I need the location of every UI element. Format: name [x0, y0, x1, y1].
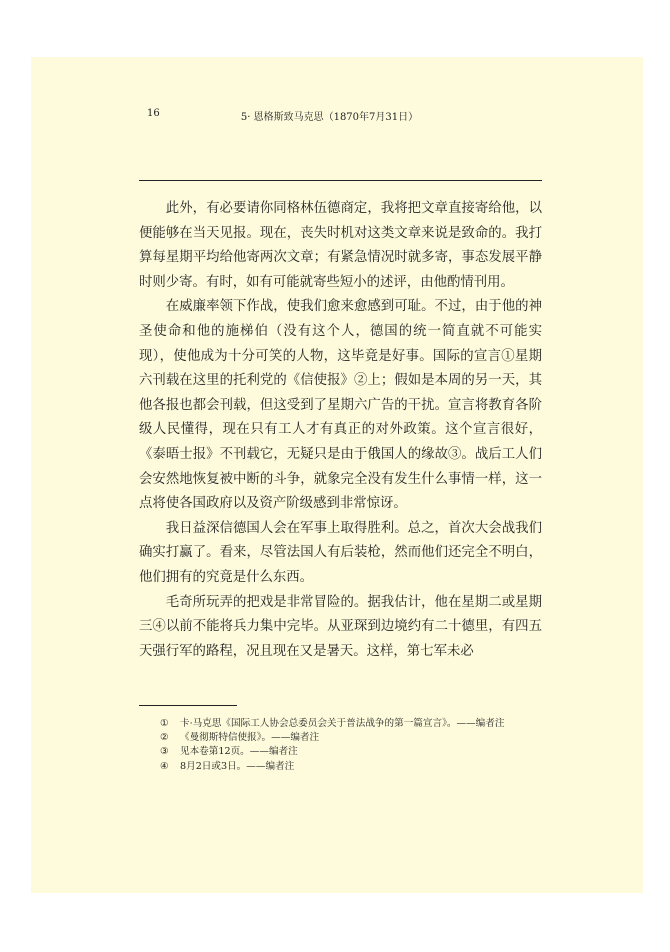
footnote: [160, 745, 542, 759]
footnote: [160, 717, 542, 731]
footnote-marker: ②: [160, 732, 169, 744]
footnote-text: 《曼彻斯特信使报》。——编者注: [180, 732, 320, 744]
footnote-text: 8月2日或3日。——编者注: [180, 760, 295, 772]
body-text: [139, 197, 542, 664]
paragraph: 毛奇所玩弄的把戏是非常冒险的。据我估计，他在星期二或星期三④以前不能将兵力集中完毕。从亚琛到边境约有二十德里，有四五天强行军的路程，况且现在又是暑天。这样，第七军未必: [139, 594, 542, 659]
footnote-marker: ③: [160, 746, 169, 758]
paragraph: 在威廉率领下作战，使我们愈来愈感到可耻。不过，由于他的神圣使命和他的施梯伯（没有这个人，德国的统一简直就不可能实现），使他成为十分可笑的人物，这毕竟是好事。国际的宣言①星期六刊载在这里的托利党的《信使报》②上；假如是本周的另一天，其他各报也都会刊载，但这受到了星期六广告的干扰。宣言将教育各阶级人民懂得，现在只有工人才有真正的对外政策。这个宣言很好，《泰晤士报》不刊载它，无疑只是由于俄国人的缘故③。战后工人们会安然地恢复被中断的斗争，就象完全没有发生什么事情一样，这一点将使各国政府以及资产阶级感到非常惊讶。: [139, 299, 542, 512]
footnote-text: 见本卷第12页。——编者注: [180, 746, 298, 758]
paragraph: 我日益深信德国人会在军事上取得胜利。总之，首次大会战我们确实打赢了。看来，尽管法国人有后装枪，然而他们还完全不明白，他们拥有的究竟是什么东西。: [139, 520, 542, 585]
running-header: [117, 104, 542, 124]
footnotes: [160, 717, 542, 774]
footnote-marker: ①: [160, 718, 169, 729]
header-rule: [139, 180, 542, 181]
footnote-text: 卡·马克思《国际工人协会总委员会关于普法战争的第一篇宣言》。——编者注: [180, 718, 505, 729]
footnote-rule: [139, 705, 237, 706]
footnote: [160, 760, 542, 774]
page-number: 16: [147, 108, 160, 119]
footnote-marker: ④: [160, 760, 169, 772]
running-title: 5· 恩格斯致马克思（1870年7月31日）: [240, 112, 419, 123]
paragraph: 此外，有必要请你同格林伍德商定，我将把文章直接寄给他，以便能够在当天见报。现在，丧失时机对这类文章来说是致命的。我打算每星期平均给他寄两次文章；有紧急情况时就多寄，事态发展平静时则少寄。有时，如有可能就寄些短小的述评，由他酌情刊用。: [139, 201, 542, 290]
footnote: [160, 731, 542, 745]
